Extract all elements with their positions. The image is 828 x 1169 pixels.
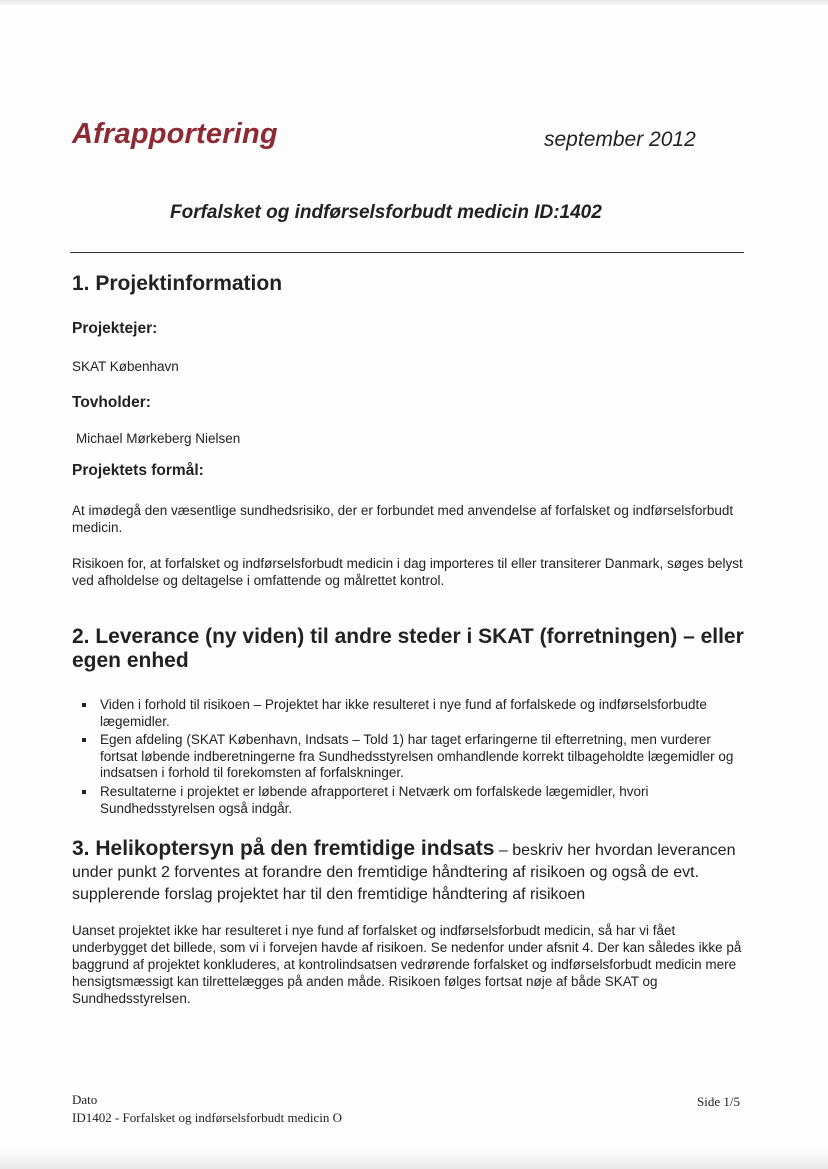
footer-page-number: Side 1/5	[697, 1094, 740, 1109]
section2-heading: 2. Leverance (ny viden) til andre steder i SKAT (forretningen) – eller egen enhed	[72, 625, 744, 672]
bullet-icon	[82, 790, 86, 794]
bullet-text: Resultaterne i projektet er løbende afrapporteret i Netværk om forfalskede lægemidler, hvori Sundhedsstyrelsen også indgår.	[100, 783, 649, 816]
purpose-paragraph-1: At imødegå den væsentlige sundhedsrisiko, der er forbundet med anvendelse af forfalsket og indførselsforbudt medicin.	[72, 503, 734, 535]
header-divider	[70, 252, 744, 253]
report-date: september 2012	[544, 128, 696, 151]
bullet-icon	[82, 738, 86, 742]
holder-value: Michael Mørkeberg Nielsen	[76, 431, 241, 446]
bullet-text: Egen afdeling (SKAT København, Indsats – Told 1) har taget erfaringerne til efterretning, men vurderer fortsat løbende indberetningerne fra Sundhedsstyrelsen omhandlende korrekt tilbageholdte lægemidler og indsatsen i forhold til forekomsten af forfalskninger.	[100, 732, 734, 781]
footer-date-label: Dato	[72, 1092, 98, 1107]
list-item	[78, 697, 748, 730]
owner-label: Projektejer:	[72, 320, 158, 337]
bullet-text: Viden i forhold til risikoen – Projektet har ikke resulteret i nye fund af forfalskede og indførselsforbudte lægemidler.	[100, 697, 707, 729]
scan-bottom-edge	[0, 1150, 828, 1169]
purpose-paragraph-2: Risikoen for, at forfalsket og indførselsforbudt medicin i dag importeres til eller transiterer Danmark, søges belyst ved afholdelse og deltagelse i omfattende og målrettet kontrol.	[72, 556, 743, 588]
scan-top-edge	[0, 0, 828, 6]
report-subtitle: Forfalsket og indførselsforbudt medicin ID:1402	[170, 202, 602, 223]
section3-body: Uanset projektet ikke har resulteret i nye fund af forfalsket og indførselsforbudt medicin, så har vi fået underbygget det billede, som vi i forvejen havde af risikoen. Se nedenfor under afsnit 4. Der kan således ikke på baggrund af projektet konkluderes, at kontrolindsatsen vedrørende forfalsket og indførselsforbudt medicin mere hensigtsmæssigt kan tilrettelægges på anden måde. Risikoen følges fortsat nøje af både SKAT og Sundhedsstyrelsen.	[72, 923, 742, 1006]
section1-heading: 1. Projektinformation	[72, 272, 283, 295]
section2-bullet-list	[78, 697, 748, 819]
list-item	[78, 732, 748, 782]
holder-label: Tovholder:	[72, 394, 151, 411]
section3-heading-suffix: – beskriv her hvordan leverancen under punkt 2 forventes at forandre den fremtidige håndtering af risikoen og også de evt. supplerende forslag projektet har til den fremtidige håndtering af risikoen	[72, 842, 736, 903]
purpose-label: Projektets formål:	[72, 462, 204, 479]
report-title: Afrapportering	[72, 118, 278, 150]
section3-heading-main: 3. Helikoptersyn på den fremtidige indsats	[72, 837, 495, 860]
bullet-icon	[82, 703, 86, 707]
list-item	[78, 784, 748, 817]
footer-doc-id: ID1402 - Forfalsket og indførselsforbudt medicin O	[72, 1110, 343, 1125]
section3-heading	[72, 838, 752, 906]
owner-value: SKAT København	[72, 359, 179, 374]
